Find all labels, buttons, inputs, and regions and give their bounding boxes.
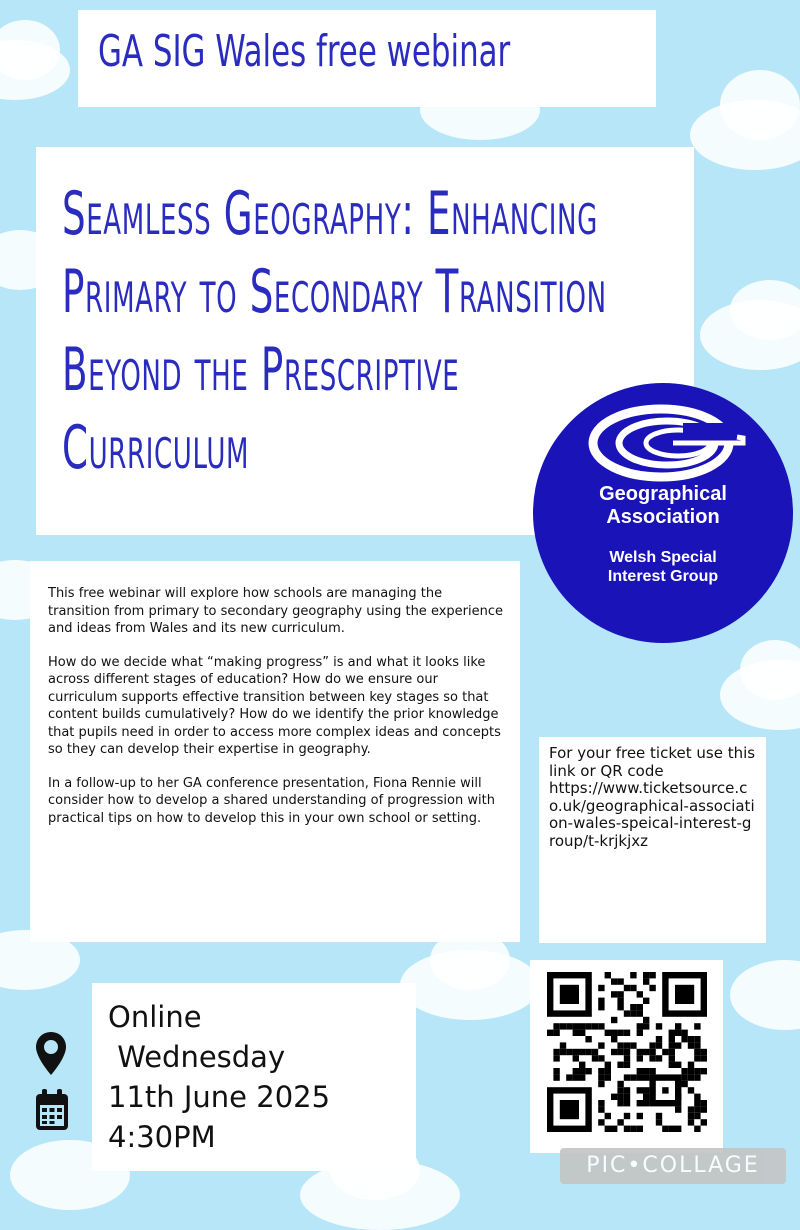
logo-name-line2: Association [606, 506, 720, 528]
event-mode: Online [108, 1000, 202, 1034]
banner-title: GA SIG Wales free webinar [98, 26, 511, 77]
logo-sub-line2: Interest Group [607, 568, 719, 585]
geographical-association-logo [533, 383, 793, 643]
description-panel [30, 561, 520, 942]
event-day: Wednesday [108, 1040, 286, 1074]
location-pin-icon [33, 1030, 69, 1078]
pic-collage-watermark: PIC•COLLAGE [560, 1148, 786, 1184]
event-time: 4:30PM [108, 1120, 216, 1154]
ticket-link[interactable]: https://www.ticketsource.co.uk/geographical-association-wales-speical-interest-group/t-krjkjxz [549, 779, 755, 850]
ga-swirl-icon [533, 383, 793, 483]
qr-code[interactable] [547, 972, 707, 1132]
title-line: Curriculum [62, 413, 250, 483]
event-details-panel [92, 983, 416, 1171]
description-paragraph: In a follow-up to her GA conference presentation, Fiona Rennie will consider how to develop a shared understanding of progression with practical tips on how to develop this in your own school or setting. [48, 775, 495, 826]
calendar-icon [33, 1088, 71, 1132]
ticket-panel [539, 737, 766, 943]
title-line: Seamless Geography: Enhancing [62, 179, 598, 249]
title-line: Beyond the Prescriptive [62, 335, 460, 405]
qr-code-panel [530, 960, 723, 1153]
title-line: Primary to Secondary Transition [62, 257, 607, 327]
ticket-instructions: For your free ticket use this link or QR code [549, 744, 756, 780]
description-paragraph: This free webinar will explore how schools are managing the transition from primary to secondary geography using the experience and ideas from Wales and its new curriculum. [48, 586, 503, 636]
logo-sub-line1: Welsh Special [609, 549, 717, 566]
webinar-banner [78, 10, 656, 107]
description-paragraph: How do we decide what “making progress” is and what it looks like across different stages of education? How do we ensure our curriculum supports effective transition between key stages so that content builds cumulatively? How do we identify the prior knowledge that pupils need in order to access more complex ideas and concepts so they can develop their expertise in geography. [48, 654, 501, 757]
logo-name-line1: Geographical [599, 483, 727, 505]
event-date: 11th June 2025 [108, 1080, 331, 1114]
